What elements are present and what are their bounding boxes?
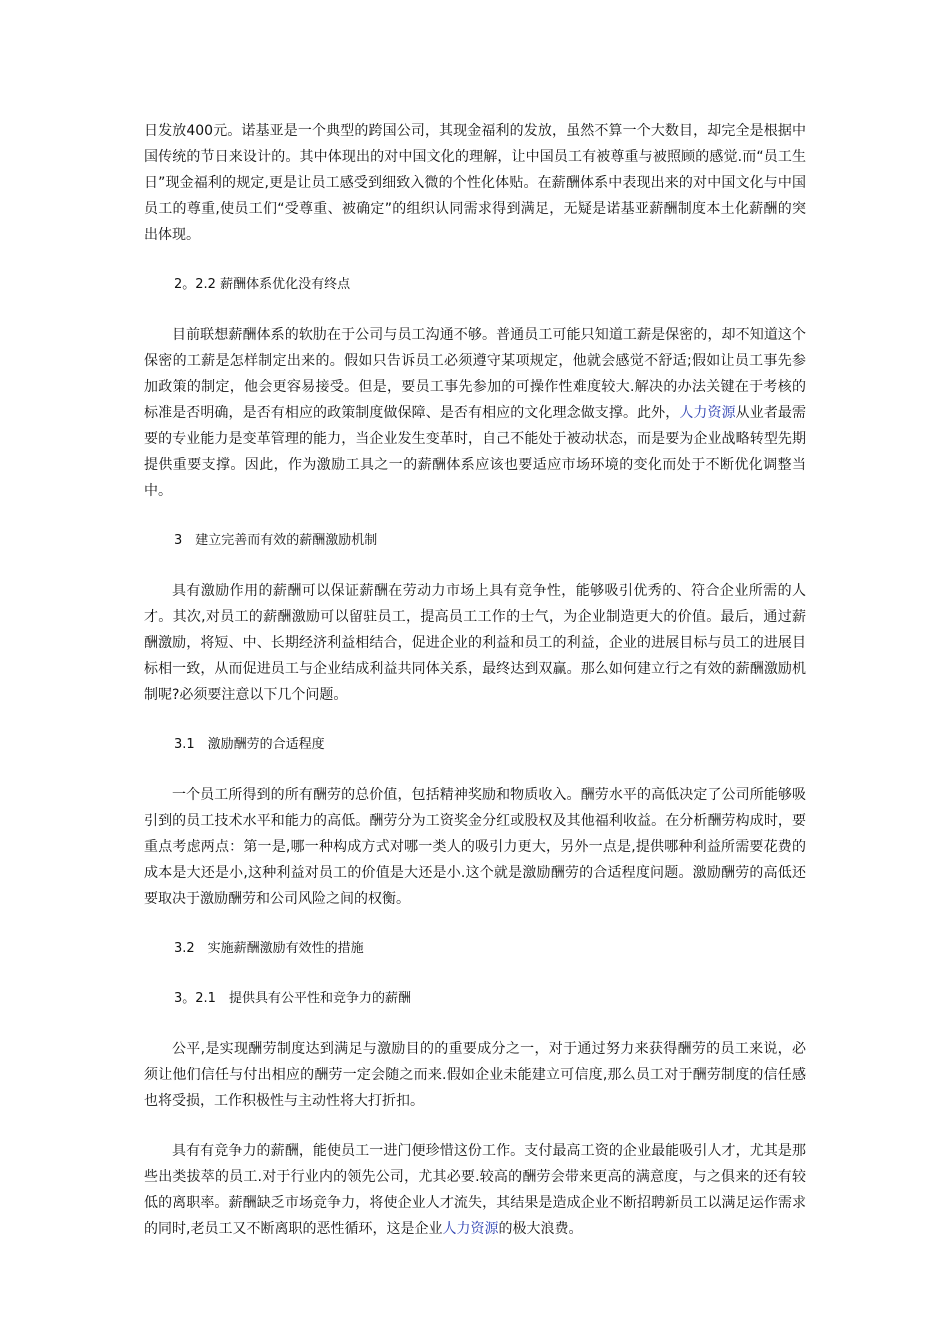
paragraph-text: 的极大浪费。 <box>498 1221 583 1237</box>
hr-link[interactable]: 人力资源 <box>679 405 736 421</box>
paragraph-text: 具有有竞争力的薪酬，能使员工一进门便珍惜这份工作。支付最高工资的企业最能吸引人才，尤其是那些出类拔萃的员工.对于行业内的领先公司，尤其必要.较高的酬劳会带来更高的满意度，与之俱来的还有较低的离职率。薪酬缺乏市场竞争力，将使企业人才流失，其结果是造成企业不断招聘新员工以满足运作需求的同时,老员工又不断离职的恶性循环，这是企业 <box>144 1143 806 1237</box>
paragraph-text: 一个员工所得到的所有酬劳的总价值，包括精神奖励和物质收入。酬劳水平的高低决定了公司所能够吸引到的员工技术水平和能力的高低。酬劳分为工资奖金分红或股权及其他福利收益。在分析酬劳构成时，要重点考虑两点：第一是,哪一种构成方式对哪一类人的吸引力更大，另外一点是,提供哪种利益所需要花费的成本是大还是小,这种利益对员工的价值是大还是小.这个就是激励酬劳的合适程度问题。激励酬劳的高低还要取决于激励酬劳和公司风险之间的权衡。 <box>144 787 806 907</box>
paragraph-nokia-welfare <box>144 118 806 248</box>
paragraph-lenovo-salary <box>144 322 806 504</box>
paragraph-reward-level <box>144 782 806 912</box>
section-heading-2-2-2: 2。2.2 薪酬体系优化没有终点 <box>174 277 351 292</box>
paragraph-incentive-mechanism <box>144 578 806 708</box>
paragraph-text: 公平,是实现酬劳制度达到满足与激励目的的重要成分之一，对于通过努力来获得酬劳的员工来说，必须让他们信任与付出相应的酬劳一定会随之而来.假如企业未能建立可信度,那么员工对于酬劳制度的信任感也将受损，工作积极性与主动性将大打折扣。 <box>144 1041 806 1109</box>
paragraph-text: 日发放400元。诺基亚是一个典型的跨国公司，其现金福利的发放，虽然不算一个大数目，却完全是根据中国传统的节日来设计的。其中体现出的对中国文化的理解，让中国员工有被尊重与被照顾的感觉.而“员工生日”现金福利的规定,更是让员工感受到细致入微的个性化体贴。在薪酬体系中表现出来的对中国文化与中国员工的尊重,使员工们“受尊重、被确定”的组织认同需求得到满足，无疑是诺基亚薪酬制度本土化薪酬的突出体现。 <box>144 123 806 243</box>
paragraph-text: 从业者最需要的专业能力是变革管理的能力，当企业发生变革时，自己不能处于被动状态，而是要为企业战略转型先期提供重要支撑。因此，作为激励工具之一的薪酬体系应该也要适应市场环境的变化而处于不断优化调整当中。 <box>144 405 807 499</box>
section-heading-3-2-1: 3。2.1 提供具有公平性和竞争力的薪酬 <box>174 991 411 1006</box>
section-heading-3-1: 3.1 激励酬劳的合适程度 <box>174 737 325 752</box>
section-heading-3-2: 3.2 实施薪酬激励有效性的措施 <box>174 941 364 956</box>
hr-link[interactable]: 人力资源 <box>442 1221 499 1237</box>
paragraph-text: 目前联想薪酬体系的软肋在于公司与员工沟通不够。普通员工可能只知道工薪是保密的，却不知道这个保密的工薪是怎样制定出来的。假如只告诉员工必须遵守某项规定，他就会感觉不舒适;假如让员工事先参加政策的制定，他会更容易接受。但是，要员工事先参加的可操作性难度较大.解决的办法关键在于考核的标准是否明确，是否有相应的政策制度做保障、是否有相应的文化理念做支撑。此外， <box>144 327 806 421</box>
paragraph-text: 具有激励作用的薪酬可以保证薪酬在劳动力市场上具有竞争性，能够吸引优秀的、符合企业所需的人才。其次,对员工的薪酬激励可以留驻员工，提高员工工作的士气，为企业制造更大的价值。最后，通过薪酬激励，将短、中、长期经济利益相结合，促进企业的利益和员工的利益，企业的进展目标与员工的进展目标相一致，从而促进员工与企业结成利益共同体关系，最终达到双赢。那么如何建立行之有效的薪酬激励机制呢?必须要注意以下几个问题。 <box>144 583 806 703</box>
document-page <box>144 118 806 1266</box>
paragraph-competitiveness <box>144 1138 806 1242</box>
paragraph-fairness <box>144 1036 806 1114</box>
section-heading-3: 3 建立完善而有效的薪酬激励机制 <box>174 533 378 548</box>
